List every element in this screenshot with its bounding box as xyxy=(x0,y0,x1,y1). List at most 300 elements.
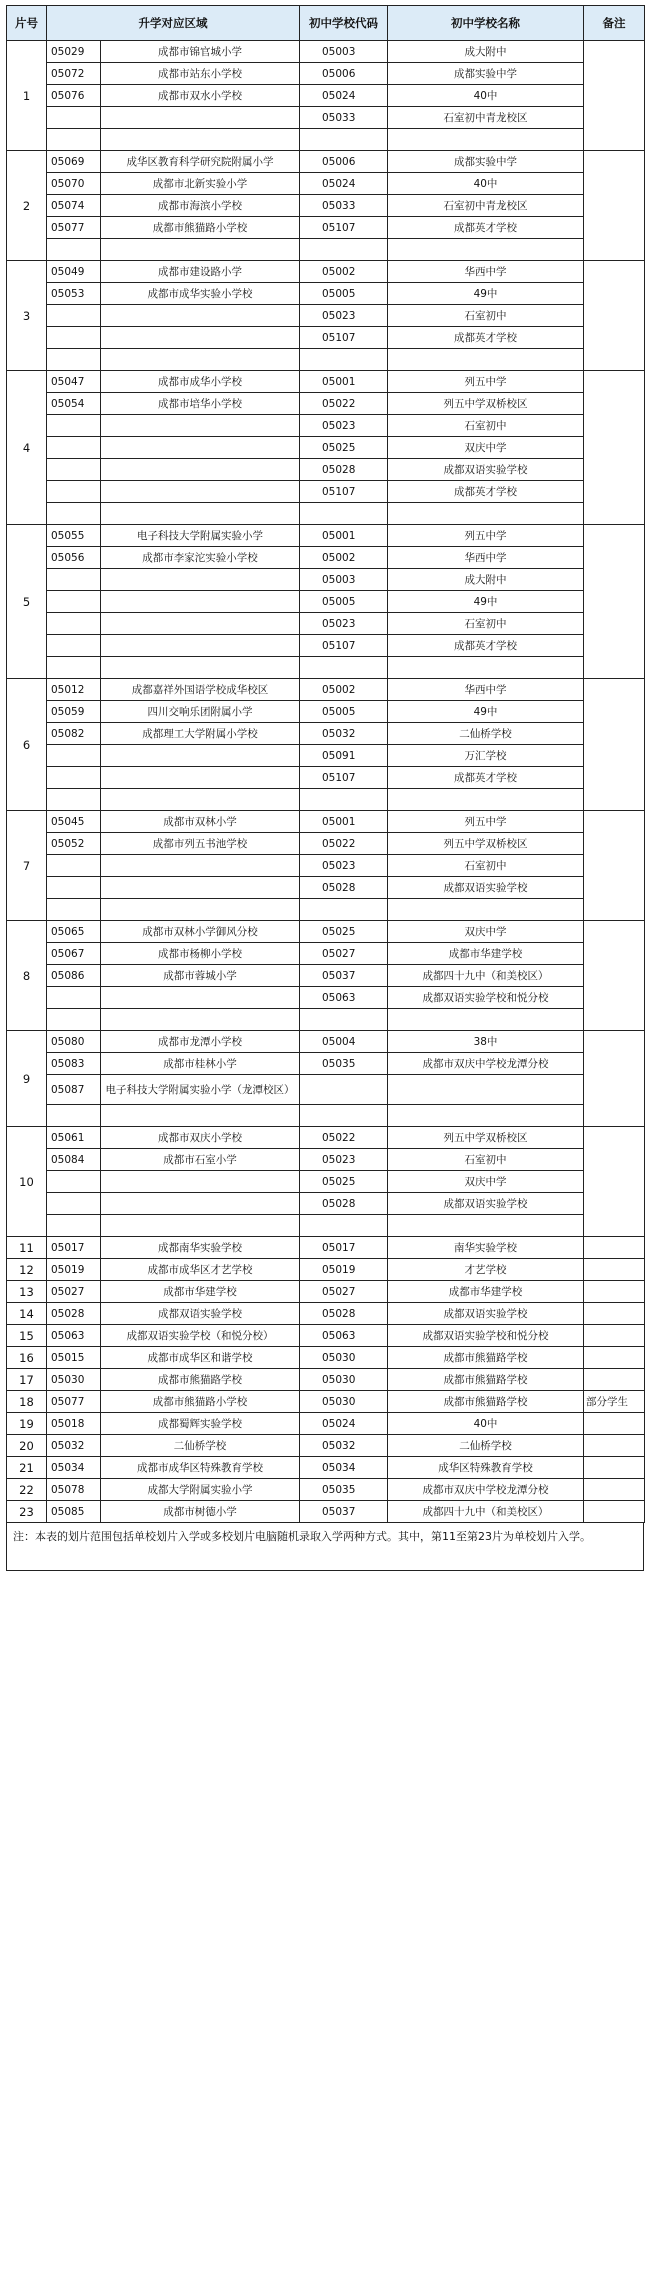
middle-school-name-cell: 二仙桥学校 xyxy=(388,1435,584,1457)
primary-code-cell xyxy=(47,657,101,679)
middle-school-code-cell: 05033 xyxy=(300,195,388,217)
table-row xyxy=(7,481,645,503)
middle-school-code-cell: 05005 xyxy=(300,591,388,613)
middle-school-code-cell: 05107 xyxy=(300,217,388,239)
middle-school-name-cell xyxy=(388,899,584,921)
middle-school-code-cell: 05091 xyxy=(300,745,388,767)
primary-school-cell: 成都市双水小学校 xyxy=(101,85,300,107)
primary-school-cell: 成都市桂林小学 xyxy=(101,1053,300,1075)
primary-school-cell xyxy=(101,459,300,481)
primary-code-cell: 05076 xyxy=(47,85,101,107)
table-row xyxy=(7,1031,645,1053)
primary-code-cell xyxy=(47,129,101,151)
table-row xyxy=(7,855,645,877)
middle-school-name-cell: 成都双语实验学校和悦分校 xyxy=(388,987,584,1009)
primary-code-cell: 05083 xyxy=(47,1053,101,1075)
middle-school-code-cell: 05030 xyxy=(300,1391,388,1413)
table-row xyxy=(7,1391,645,1413)
middle-school-code-cell xyxy=(300,1105,388,1127)
middle-school-code-cell: 05033 xyxy=(300,107,388,129)
middle-school-name-cell xyxy=(388,1215,584,1237)
table-row xyxy=(7,107,645,129)
primary-school-cell xyxy=(101,415,300,437)
primary-school-cell: 四川交响乐团附属小学 xyxy=(101,701,300,723)
middle-school-code-cell: 05019 xyxy=(300,1259,388,1281)
header-area: 升学对应区域 xyxy=(47,6,300,41)
primary-code-cell xyxy=(47,459,101,481)
primary-code-cell: 05018 xyxy=(47,1413,101,1435)
middle-school-name-cell: 成都双语实验学校 xyxy=(388,877,584,899)
primary-school-cell xyxy=(101,437,300,459)
table-row xyxy=(7,569,645,591)
table-row xyxy=(7,1193,645,1215)
middle-school-code-cell: 05107 xyxy=(300,327,388,349)
middle-school-name-cell: 成都双语实验学校 xyxy=(388,1303,584,1325)
middle-school-name-cell: 才艺学校 xyxy=(388,1259,584,1281)
primary-school-cell xyxy=(101,1193,300,1215)
table-row xyxy=(7,85,645,107)
primary-code-cell xyxy=(47,899,101,921)
middle-school-name-cell: 华西中学 xyxy=(388,547,584,569)
middle-school-code-cell: 05028 xyxy=(300,459,388,481)
primary-school-cell xyxy=(101,613,300,635)
table-row xyxy=(7,1303,645,1325)
middle-school-name-cell: 40中 xyxy=(388,85,584,107)
primary-school-cell: 成都市双林小学 xyxy=(101,811,300,833)
piece-number-cell: 14 xyxy=(7,1303,47,1325)
table-row xyxy=(7,173,645,195)
table-row xyxy=(7,1435,645,1457)
middle-school-code-cell xyxy=(300,789,388,811)
middle-school-code-cell xyxy=(300,899,388,921)
primary-school-cell: 成都市熊猫路学校 xyxy=(101,1369,300,1391)
middle-school-name-cell: 49中 xyxy=(388,701,584,723)
primary-school-cell: 成都嘉祥外国语学校成华校区 xyxy=(101,679,300,701)
middle-school-code-cell: 05030 xyxy=(300,1369,388,1391)
table-row xyxy=(7,503,645,525)
primary-code-cell xyxy=(47,415,101,437)
remarks-cell xyxy=(584,1369,645,1391)
middle-school-name-cell: 列五中学双桥校区 xyxy=(388,393,584,415)
middle-school-code-cell: 05023 xyxy=(300,305,388,327)
table-row xyxy=(7,1237,645,1259)
middle-school-code-cell: 05024 xyxy=(300,85,388,107)
primary-school-cell: 成都大学附属实验小学 xyxy=(101,1479,300,1501)
middle-school-name-cell: 成都市熊猫路学校 xyxy=(388,1369,584,1391)
primary-code-cell: 05072 xyxy=(47,63,101,85)
middle-school-code-cell: 05023 xyxy=(300,613,388,635)
remarks-cell xyxy=(584,261,645,371)
table-row xyxy=(7,261,645,283)
primary-school-cell xyxy=(101,855,300,877)
primary-school-cell: 成都市熊猫路小学校 xyxy=(101,1391,300,1413)
primary-school-cell: 成都市成华区才艺学校 xyxy=(101,1259,300,1281)
middle-school-name-cell xyxy=(388,349,584,371)
table-row xyxy=(7,789,645,811)
primary-code-cell: 05061 xyxy=(47,1127,101,1149)
middle-school-code-cell: 05001 xyxy=(300,525,388,547)
primary-code-cell: 05086 xyxy=(47,965,101,987)
remarks-cell xyxy=(584,1413,645,1435)
primary-code-cell: 05082 xyxy=(47,723,101,745)
piece-number-cell: 4 xyxy=(7,371,47,525)
header-piece-no: 片号 xyxy=(7,6,47,41)
middle-school-code-cell: 05001 xyxy=(300,371,388,393)
piece-number-cell: 12 xyxy=(7,1259,47,1281)
middle-school-name-cell: 成华区特殊教育学校 xyxy=(388,1457,584,1479)
table-row xyxy=(7,1171,645,1193)
remarks-cell xyxy=(584,1325,645,1347)
piece-number-cell: 23 xyxy=(7,1501,47,1523)
middle-school-code-cell xyxy=(300,503,388,525)
piece-number-cell: 2 xyxy=(7,151,47,261)
middle-school-name-cell: 石室初中青龙校区 xyxy=(388,195,584,217)
piece-number-cell: 3 xyxy=(7,261,47,371)
middle-school-code-cell: 05022 xyxy=(300,1127,388,1149)
primary-code-cell xyxy=(47,767,101,789)
primary-school-cell: 成都市北新实验小学 xyxy=(101,173,300,195)
primary-code-cell xyxy=(47,877,101,899)
middle-school-code-cell: 05037 xyxy=(300,965,388,987)
table-body xyxy=(7,41,645,1523)
primary-school-cell xyxy=(101,1171,300,1193)
school-allocation-table xyxy=(6,5,645,1523)
primary-code-cell xyxy=(47,503,101,525)
primary-school-cell xyxy=(101,657,300,679)
table-row xyxy=(7,1009,645,1031)
middle-school-code-cell: 05025 xyxy=(300,1171,388,1193)
middle-school-name-cell xyxy=(388,657,584,679)
piece-number-cell: 9 xyxy=(7,1031,47,1127)
table-row xyxy=(7,1053,645,1075)
primary-school-cell xyxy=(101,327,300,349)
middle-school-code-cell: 05003 xyxy=(300,569,388,591)
piece-number-cell: 16 xyxy=(7,1347,47,1369)
middle-school-name-cell xyxy=(388,503,584,525)
primary-school-cell: 成都市海滨小学校 xyxy=(101,195,300,217)
remarks-cell xyxy=(584,41,645,151)
primary-school-cell xyxy=(101,635,300,657)
primary-school-cell: 成都市树德小学 xyxy=(101,1501,300,1523)
remarks-cell xyxy=(584,1479,645,1501)
table-row xyxy=(7,701,645,723)
table-row xyxy=(7,987,645,1009)
remarks-cell xyxy=(584,921,645,1031)
middle-school-code-cell: 05037 xyxy=(300,1501,388,1523)
table-row xyxy=(7,745,645,767)
table-row xyxy=(7,1105,645,1127)
middle-school-name-cell: 石室初中 xyxy=(388,415,584,437)
middle-school-code-cell: 05001 xyxy=(300,811,388,833)
primary-school-cell xyxy=(101,877,300,899)
primary-code-cell: 05029 xyxy=(47,41,101,63)
primary-school-cell: 成都市双庆小学校 xyxy=(101,1127,300,1149)
middle-school-name-cell: 石室初中 xyxy=(388,1149,584,1171)
middle-school-code-cell: 05025 xyxy=(300,437,388,459)
primary-code-cell: 05047 xyxy=(47,371,101,393)
middle-school-name-cell: 成都英才学校 xyxy=(388,217,584,239)
primary-school-cell: 电子科技大学附属实验小学（龙潭校区） xyxy=(101,1075,300,1105)
middle-school-code-cell: 05004 xyxy=(300,1031,388,1053)
remarks-cell xyxy=(584,371,645,525)
primary-code-cell xyxy=(47,569,101,591)
table-row xyxy=(7,349,645,371)
middle-school-name-cell xyxy=(388,1075,584,1105)
middle-school-code-cell xyxy=(300,657,388,679)
middle-school-code-cell: 05032 xyxy=(300,723,388,745)
primary-code-cell xyxy=(47,635,101,657)
middle-school-code-cell: 05107 xyxy=(300,481,388,503)
primary-school-cell: 二仙桥学校 xyxy=(101,1435,300,1457)
piece-number-cell: 5 xyxy=(7,525,47,679)
middle-school-name-cell: 万汇学校 xyxy=(388,745,584,767)
header-school-code: 初中学校代码 xyxy=(300,6,388,41)
table-row xyxy=(7,723,645,745)
remarks-cell xyxy=(584,1237,645,1259)
primary-code-cell: 05012 xyxy=(47,679,101,701)
primary-school-cell xyxy=(101,987,300,1009)
middle-school-name-cell xyxy=(388,1105,584,1127)
primary-school-cell: 成都市龙潭小学校 xyxy=(101,1031,300,1053)
middle-school-name-cell: 40中 xyxy=(388,173,584,195)
table-row xyxy=(7,657,645,679)
middle-school-name-cell: 成都四十九中（和美校区） xyxy=(388,965,584,987)
piece-number-cell: 6 xyxy=(7,679,47,811)
primary-school-cell: 成都市石室小学 xyxy=(101,1149,300,1171)
primary-school-cell xyxy=(101,767,300,789)
piece-number-cell: 7 xyxy=(7,811,47,921)
middle-school-name-cell: 双庆中学 xyxy=(388,921,584,943)
table-row xyxy=(7,525,645,547)
table-footnote: 注：本表的划片范围包括单校划片入学或多校划片电脑随机录取入学两种方式。其中，第11至第23片为单校划片入学。 xyxy=(6,1523,644,1571)
table-row xyxy=(7,63,645,85)
middle-school-name-cell: 列五中学双桥校区 xyxy=(388,833,584,855)
primary-school-cell xyxy=(101,789,300,811)
middle-school-name-cell: 华西中学 xyxy=(388,679,584,701)
middle-school-name-cell: 列五中学 xyxy=(388,371,584,393)
middle-school-name-cell: 成都实验中学 xyxy=(388,151,584,173)
middle-school-name-cell: 成都市华建学校 xyxy=(388,1281,584,1303)
table-row xyxy=(7,613,645,635)
primary-code-cell: 05019 xyxy=(47,1259,101,1281)
middle-school-code-cell: 05032 xyxy=(300,1435,388,1457)
piece-number-cell: 17 xyxy=(7,1369,47,1391)
middle-school-name-cell: 成都市双庆中学校龙潭分校 xyxy=(388,1479,584,1501)
table-row xyxy=(7,283,645,305)
middle-school-code-cell: 05027 xyxy=(300,1281,388,1303)
remarks-cell xyxy=(584,1127,645,1237)
table-row xyxy=(7,679,645,701)
remarks-cell xyxy=(584,1259,645,1281)
table-row xyxy=(7,1281,645,1303)
primary-school-cell xyxy=(101,239,300,261)
primary-school-cell: 成都南华实验学校 xyxy=(101,1237,300,1259)
primary-code-cell xyxy=(47,987,101,1009)
primary-code-cell xyxy=(47,1171,101,1193)
middle-school-name-cell: 南华实验学校 xyxy=(388,1237,584,1259)
primary-school-cell: 成都市成华实验小学校 xyxy=(101,283,300,305)
middle-school-name-cell: 成都实验中学 xyxy=(388,63,584,85)
header-remarks: 备注 xyxy=(584,6,645,41)
primary-code-cell: 05056 xyxy=(47,547,101,569)
middle-school-name-cell: 成大附中 xyxy=(388,569,584,591)
middle-school-name-cell: 二仙桥学校 xyxy=(388,723,584,745)
table-row xyxy=(7,151,645,173)
table-row xyxy=(7,943,645,965)
primary-school-cell xyxy=(101,1009,300,1031)
primary-school-cell: 成都市蓉城小学 xyxy=(101,965,300,987)
primary-code-cell: 05067 xyxy=(47,943,101,965)
remarks-cell xyxy=(584,1457,645,1479)
primary-school-cell: 成都市列五书池学校 xyxy=(101,833,300,855)
table-row xyxy=(7,371,645,393)
remarks-cell xyxy=(584,811,645,921)
piece-number-cell: 15 xyxy=(7,1325,47,1347)
primary-school-cell: 成都双语实验学校（和悦分校） xyxy=(101,1325,300,1347)
middle-school-code-cell: 05024 xyxy=(300,1413,388,1435)
middle-school-name-cell: 49中 xyxy=(388,283,584,305)
middle-school-name-cell: 38中 xyxy=(388,1031,584,1053)
middle-school-code-cell: 05027 xyxy=(300,943,388,965)
middle-school-name-cell: 成都双语实验学校 xyxy=(388,459,584,481)
piece-number-cell: 20 xyxy=(7,1435,47,1457)
primary-school-cell: 成都市成华区特殊教育学校 xyxy=(101,1457,300,1479)
middle-school-name-cell: 成都市双庆中学校龙潭分校 xyxy=(388,1053,584,1075)
primary-code-cell xyxy=(47,1215,101,1237)
middle-school-name-cell: 40中 xyxy=(388,1413,584,1435)
remarks-cell xyxy=(584,679,645,811)
middle-school-code-cell: 05035 xyxy=(300,1053,388,1075)
middle-school-name-cell: 成都四十九中（和美校区） xyxy=(388,1501,584,1523)
middle-school-code-cell: 05063 xyxy=(300,987,388,1009)
remarks-cell xyxy=(584,525,645,679)
middle-school-name-cell: 双庆中学 xyxy=(388,1171,584,1193)
primary-code-cell xyxy=(47,349,101,371)
remarks-cell xyxy=(584,1501,645,1523)
primary-code-cell: 05077 xyxy=(47,217,101,239)
middle-school-name-cell: 石室初中 xyxy=(388,305,584,327)
piece-number-cell: 22 xyxy=(7,1479,47,1501)
piece-number-cell: 18 xyxy=(7,1391,47,1413)
primary-code-cell xyxy=(47,1009,101,1031)
piece-number-cell: 10 xyxy=(7,1127,47,1237)
middle-school-name-cell: 成都英才学校 xyxy=(388,481,584,503)
primary-code-cell xyxy=(47,239,101,261)
primary-code-cell: 05055 xyxy=(47,525,101,547)
middle-school-name-cell xyxy=(388,129,584,151)
middle-school-code-cell: 05006 xyxy=(300,63,388,85)
primary-school-cell xyxy=(101,899,300,921)
middle-school-code-cell xyxy=(300,349,388,371)
primary-school-cell xyxy=(101,745,300,767)
table-row xyxy=(7,833,645,855)
primary-school-cell: 成都市建设路小学 xyxy=(101,261,300,283)
middle-school-code-cell: 05002 xyxy=(300,261,388,283)
primary-school-cell xyxy=(101,481,300,503)
middle-school-code-cell: 05017 xyxy=(300,1237,388,1259)
primary-code-cell: 05070 xyxy=(47,173,101,195)
table-row xyxy=(7,591,645,613)
remarks-cell xyxy=(584,1031,645,1127)
primary-code-cell: 05032 xyxy=(47,1435,101,1457)
primary-code-cell: 05074 xyxy=(47,195,101,217)
middle-school-code-cell: 05003 xyxy=(300,41,388,63)
table-row xyxy=(7,1325,645,1347)
middle-school-code-cell: 05063 xyxy=(300,1325,388,1347)
middle-school-name-cell: 石室初中 xyxy=(388,613,584,635)
table-row xyxy=(7,327,645,349)
middle-school-code-cell xyxy=(300,239,388,261)
middle-school-code-cell: 05023 xyxy=(300,415,388,437)
primary-code-cell xyxy=(47,789,101,811)
primary-code-cell: 05034 xyxy=(47,1457,101,1479)
middle-school-code-cell xyxy=(300,1215,388,1237)
primary-code-cell xyxy=(47,327,101,349)
middle-school-name-cell: 成都市华建学校 xyxy=(388,943,584,965)
middle-school-name-cell xyxy=(388,1009,584,1031)
middle-school-code-cell: 05035 xyxy=(300,1479,388,1501)
middle-school-name-cell: 列五中学 xyxy=(388,811,584,833)
table-row xyxy=(7,767,645,789)
middle-school-code-cell: 05024 xyxy=(300,173,388,195)
primary-code-cell: 05069 xyxy=(47,151,101,173)
primary-school-cell: 成都市杨柳小学校 xyxy=(101,943,300,965)
middle-school-code-cell: 05022 xyxy=(300,393,388,415)
middle-school-name-cell: 成都英才学校 xyxy=(388,767,584,789)
table-row xyxy=(7,217,645,239)
table-row xyxy=(7,1479,645,1501)
table-row xyxy=(7,1457,645,1479)
middle-school-name-cell: 石室初中青龙校区 xyxy=(388,107,584,129)
middle-school-name-cell: 成都市熊猫路学校 xyxy=(388,1347,584,1369)
primary-code-cell: 05027 xyxy=(47,1281,101,1303)
primary-code-cell: 05053 xyxy=(47,283,101,305)
primary-school-cell: 成都市培华小学校 xyxy=(101,393,300,415)
primary-code-cell xyxy=(47,107,101,129)
piece-number-cell: 13 xyxy=(7,1281,47,1303)
middle-school-code-cell: 05002 xyxy=(300,679,388,701)
middle-school-code-cell: 05028 xyxy=(300,1303,388,1325)
primary-school-cell: 电子科技大学附属实验小学 xyxy=(101,525,300,547)
middle-school-name-cell: 双庆中学 xyxy=(388,437,584,459)
middle-school-name-cell: 华西中学 xyxy=(388,261,584,283)
middle-school-code-cell xyxy=(300,129,388,151)
table-row xyxy=(7,921,645,943)
middle-school-name-cell: 列五中学 xyxy=(388,525,584,547)
middle-school-code-cell: 05107 xyxy=(300,635,388,657)
middle-school-code-cell: 05005 xyxy=(300,701,388,723)
primary-code-cell: 05049 xyxy=(47,261,101,283)
primary-school-cell: 成都市李家沱实验小学校 xyxy=(101,547,300,569)
table-row xyxy=(7,965,645,987)
primary-school-cell: 成华区教育科学研究院附属小学 xyxy=(101,151,300,173)
middle-school-code-cell xyxy=(300,1009,388,1031)
table-row xyxy=(7,1347,645,1369)
primary-school-cell: 成都双语实验学校 xyxy=(101,1303,300,1325)
table-row xyxy=(7,1075,645,1105)
table-header-row xyxy=(7,6,645,41)
primary-code-cell xyxy=(47,591,101,613)
middle-school-code-cell: 05022 xyxy=(300,833,388,855)
table-row xyxy=(7,1149,645,1171)
primary-code-cell: 05059 xyxy=(47,701,101,723)
remarks-cell xyxy=(584,1303,645,1325)
middle-school-name-cell xyxy=(388,239,584,261)
table-row xyxy=(7,393,645,415)
table-row xyxy=(7,877,645,899)
primary-school-cell xyxy=(101,569,300,591)
primary-code-cell xyxy=(47,437,101,459)
